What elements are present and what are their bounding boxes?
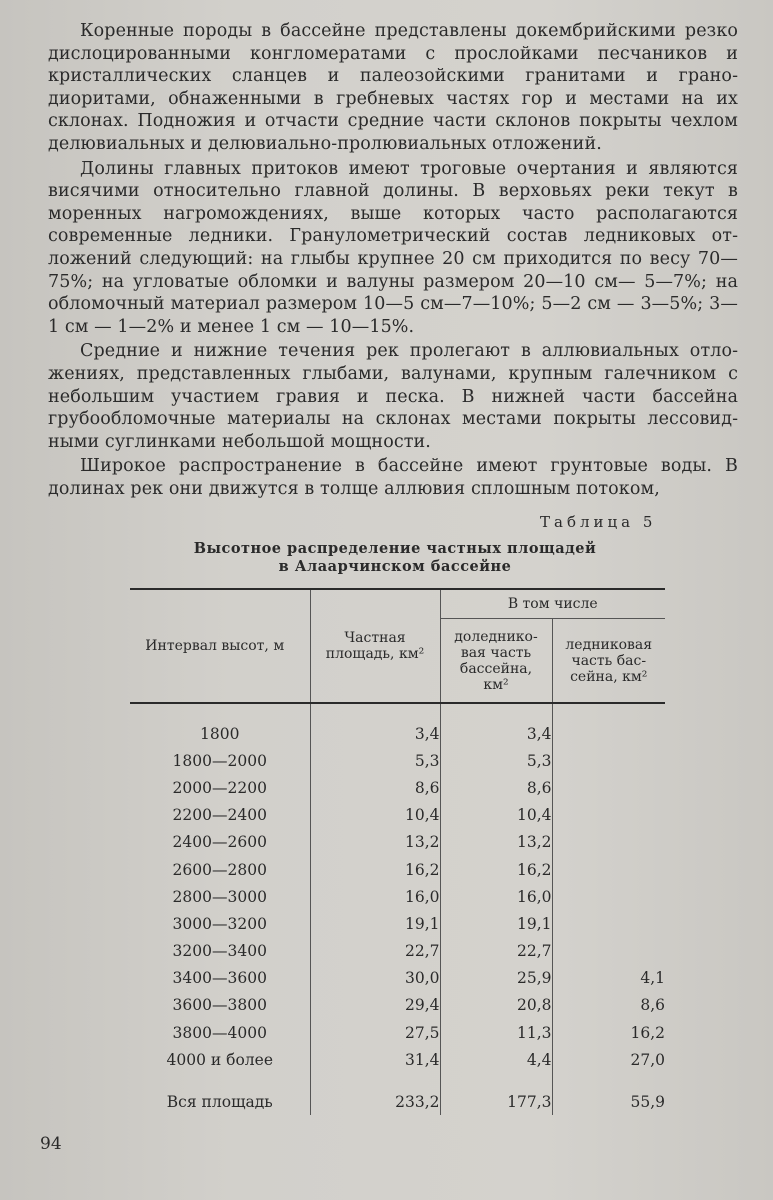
cell-interval: 2200—2400 <box>172 806 267 825</box>
cell-interval: 4000 и более <box>166 1050 273 1069</box>
table-row <box>130 747 665 774</box>
cell-interval: 3600—3800 <box>172 996 267 1015</box>
cell-interval: 3200—3400 <box>172 942 267 961</box>
cell-glacial: 16,2 <box>552 1019 665 1046</box>
cell-total-non-glacial: 177,3 <box>440 1089 552 1115</box>
cell-non-glacial: 16,0 <box>440 883 552 910</box>
table-row <box>130 774 665 801</box>
cell-area: 16,2 <box>310 856 440 883</box>
cell-non-glacial: 22,7 <box>440 938 552 965</box>
cell-interval: 3000—3200 <box>172 914 267 933</box>
cell-non-glacial: 25,9 <box>440 965 552 992</box>
elevation-table <box>130 588 665 1115</box>
table-row <box>130 938 665 965</box>
header-non-glacial: доледниковая часть бассейна, км² <box>440 619 552 703</box>
cell-non-glacial: 20,8 <box>440 992 552 1019</box>
cell-non-glacial: 3,4 <box>440 720 552 747</box>
cell-total-glacial: 55,9 <box>552 1089 665 1115</box>
cell-area: 27,5 <box>310 1019 440 1046</box>
header-interval: Интервал высот, м <box>130 589 310 703</box>
table-row <box>130 829 665 856</box>
cell-area: 5,3 <box>310 747 440 774</box>
cell-area: 16,0 <box>310 883 440 910</box>
table-row <box>130 992 665 1019</box>
header-including: В том числе <box>440 589 665 619</box>
page-number: 94 <box>40 1134 62 1154</box>
cell-total-label: Вся площадь <box>166 1093 273 1112</box>
table-title-line-1: Высотное распределение частных площадей <box>193 540 597 557</box>
cell-area: 13,2 <box>310 829 440 856</box>
table-row <box>130 1019 665 1046</box>
cell-glacial: 27,0 <box>552 1046 665 1073</box>
cell-non-glacial: 8,6 <box>440 774 552 801</box>
cell-area: 30,0 <box>310 965 440 992</box>
table-row <box>130 802 665 829</box>
cell-glacial: 8,6 <box>552 992 665 1019</box>
cell-non-glacial: 19,1 <box>440 910 552 937</box>
table-row <box>130 883 665 910</box>
cell-area: 8,6 <box>310 774 440 801</box>
cell-glacial <box>552 802 665 829</box>
cell-glacial <box>552 720 665 747</box>
paragraph-bedrock: Коренные породы в бассейне представлены докембрийскими резко дислоцированными конгломератами с прослойками песчаников и кристаллических сланцев и палеозойскими гранитами и гранодиоритами, обнаженными в гребневых частях гор и местами на их склонах. Подножия и отчасти средние части склонов покрыты чехлом делювиальных и делювиально-пролювиальных отложений. <box>48 21 738 154</box>
cell-interval: 1800 <box>200 724 240 743</box>
table-row <box>130 856 665 883</box>
cell-area: 31,4 <box>310 1046 440 1073</box>
cell-interval: 3800—4000 <box>172 1023 267 1042</box>
table-title-line-2: в Алаарчинском бассейне <box>278 558 512 575</box>
cell-glacial <box>552 910 665 937</box>
cell-glacial <box>552 883 665 910</box>
table-row <box>130 965 665 992</box>
table-row <box>130 910 665 937</box>
header-glacial: ледниковая часть бассейна, км² <box>552 619 665 703</box>
cell-interval: 1800—2000 <box>172 751 267 770</box>
cell-non-glacial: 16,2 <box>440 856 552 883</box>
cell-area: 10,4 <box>310 802 440 829</box>
cell-glacial <box>552 829 665 856</box>
cell-non-glacial: 11,3 <box>440 1019 552 1046</box>
table-row <box>130 720 665 747</box>
paragraph-river-courses: Средние и нижние течения рек пролегают в аллювиальных отложениях, представленных глыбами, валунами, крупным галечником с небольшим участием гравия и песка. В нижней части бассейна грубообломочные материалы на склонах местами покрыты лессовидными суглинками небольшой мощности. <box>48 341 738 452</box>
cell-area: 19,1 <box>310 910 440 937</box>
cell-interval: 2000—2200 <box>172 778 267 797</box>
cell-interval: 2800—3000 <box>172 887 267 906</box>
cell-non-glacial: 10,4 <box>440 802 552 829</box>
cell-glacial: 4,1 <box>552 965 665 992</box>
table-title <box>130 540 660 576</box>
cell-non-glacial: 4,4 <box>440 1046 552 1073</box>
paragraph-groundwater: Широкое распространение в бассейне имеют грунтовые воды. В долинах рек они движутся в толще аллювия сплошным потоком, <box>48 456 738 499</box>
cell-area: 29,4 <box>310 992 440 1019</box>
paragraph-valleys: Долины главных притоков имеют троговые очертания и являются висячими относительно главной долины. В верховьях реки текут в моренных нагромождениях, выше которых часто располагаются современные ледники. Гранулометрический состав ледниковых отложений следующий: на глыбы крупнее 20 см приходится по весу 70—75%; на угловатые обломки и валуны размером 20—10 см— 5—7%; на обломочный материал размером 10—5 см—7—10%; 5—2 см — 3—5%; 3—1 см — 1—2% и менее 1 см — 10—15%. <box>48 158 738 337</box>
cell-glacial <box>552 938 665 965</box>
header-partial-area: Частная площадь, км² <box>310 589 440 703</box>
table-row <box>130 1046 665 1073</box>
cell-interval: 2400—2600 <box>172 833 267 852</box>
cell-non-glacial: 13,2 <box>440 829 552 856</box>
table-number: Таблица 5 <box>540 513 657 531</box>
cell-area: 3,4 <box>310 720 440 747</box>
cell-glacial <box>552 856 665 883</box>
cell-glacial <box>552 774 665 801</box>
cell-non-glacial: 5,3 <box>440 747 552 774</box>
cell-area: 22,7 <box>310 938 440 965</box>
body-text <box>48 20 738 500</box>
cell-total-area: 233,2 <box>310 1089 440 1115</box>
cell-glacial <box>552 747 665 774</box>
cell-interval: 2600—2800 <box>172 860 267 879</box>
table-total-row <box>130 1089 665 1115</box>
cell-interval: 3400—3600 <box>172 969 267 988</box>
